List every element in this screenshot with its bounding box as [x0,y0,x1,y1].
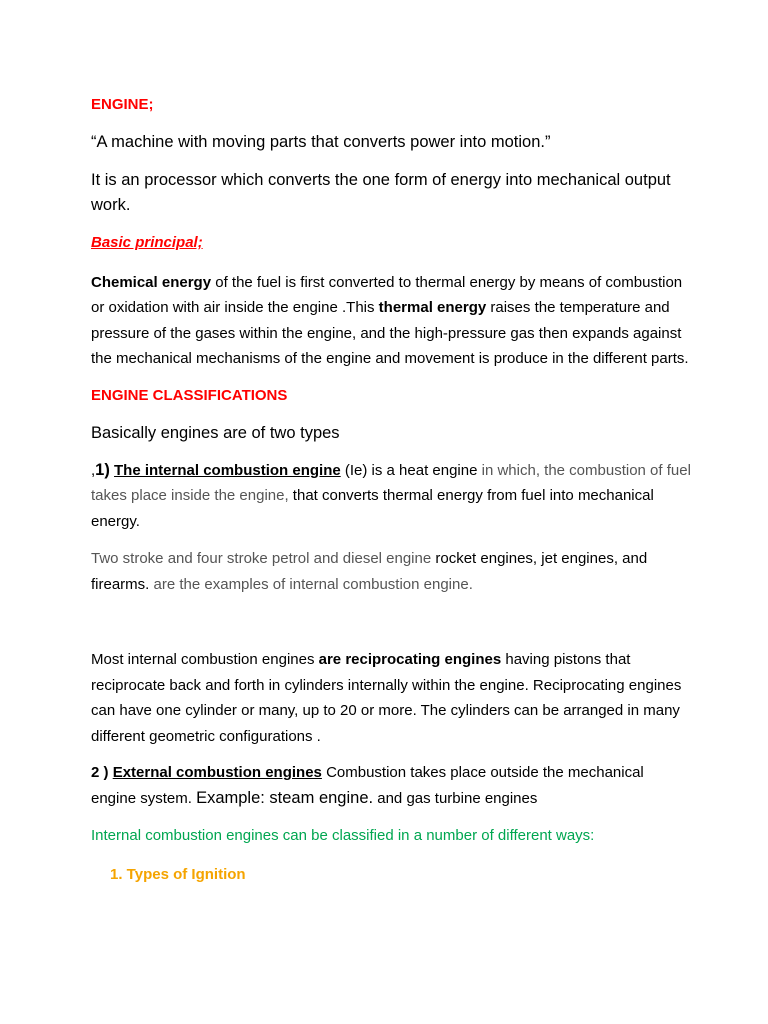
engine-quote: “A machine with moving parts that converts power into motion.” [91,133,551,151]
ece-title: External combustion engines [112,764,322,781]
reciprocating-text-2: having pistons that reciprocate back and forth in cylinders internally within the engine. Reciprocating engines can have one cylinder or many, up to 20 or more. The cylinders can be arranged in many different geometric configurations . [91,651,682,745]
reciprocating-term: are reciprocating engines [318,651,502,668]
list-item-ignition: 1. Types of Ignition [110,865,246,883]
document-content [91,94,691,886]
ice-title: The internal combustion engine [114,461,341,479]
engine-definition: It is an processor which converts the one form of energy into mechanical output work. [91,171,671,214]
ece-text-1: Combustion takes place outside the mechanical engine system. [91,764,644,807]
reciprocating-text-1: Most internal combustion engines [91,651,319,668]
engine-heading: ENGINE; [91,96,154,113]
basic-principal-heading: Basic principal; [91,234,203,251]
examples-gray-2: are the examples of internal combustion engine. [149,575,473,593]
ece-paragraph [91,760,691,811]
ice-gray-text: in which, the combustion of fuel takes place inside the engine, [91,461,691,504]
ice-text-2: that converts thermal energy from fuel into mechanical energy. [91,487,654,530]
examples-gray-1: Two stroke and four stroke petrol and diesel engine [91,550,432,567]
ece-text-2: and gas turbine engines [373,789,538,807]
thermal-energy-term: thermal energy [378,299,487,316]
classifications-heading: ENGINE CLASSIFICATIONS [91,386,288,404]
reciprocating-paragraph [91,647,691,749]
principal-paragraph [91,270,691,372]
classification-intro: Internal combustion engines can be classified in a number of different ways: [91,827,595,844]
examples-text-1: rocket engines, jet engines, and firearms. [91,550,648,593]
ece-example: Example: steam engine. [196,788,374,807]
ice-paragraph [91,458,691,535]
ice-number: 1) [95,460,110,479]
examples-paragraph [91,546,691,597]
ice-text-1: (Ie) is a heat engine [340,461,482,479]
principal-text-1: of the fuel is first converted to thermal energy by means of combustion or oxidation with air inside the engine .This [91,273,683,316]
ice-prefix: , [91,461,96,479]
chemical-energy-term: Chemical energy [91,273,212,291]
two-types-line: Basically engines are of two types [91,423,340,442]
principal-text-2: raises the temperature and pressure of the gases within the engine, and the high-pressure gas then expands against the mechanical mechanisms of the engine and movement is produce in the different parts. [91,299,689,367]
ece-number: 2 ) [91,764,113,781]
